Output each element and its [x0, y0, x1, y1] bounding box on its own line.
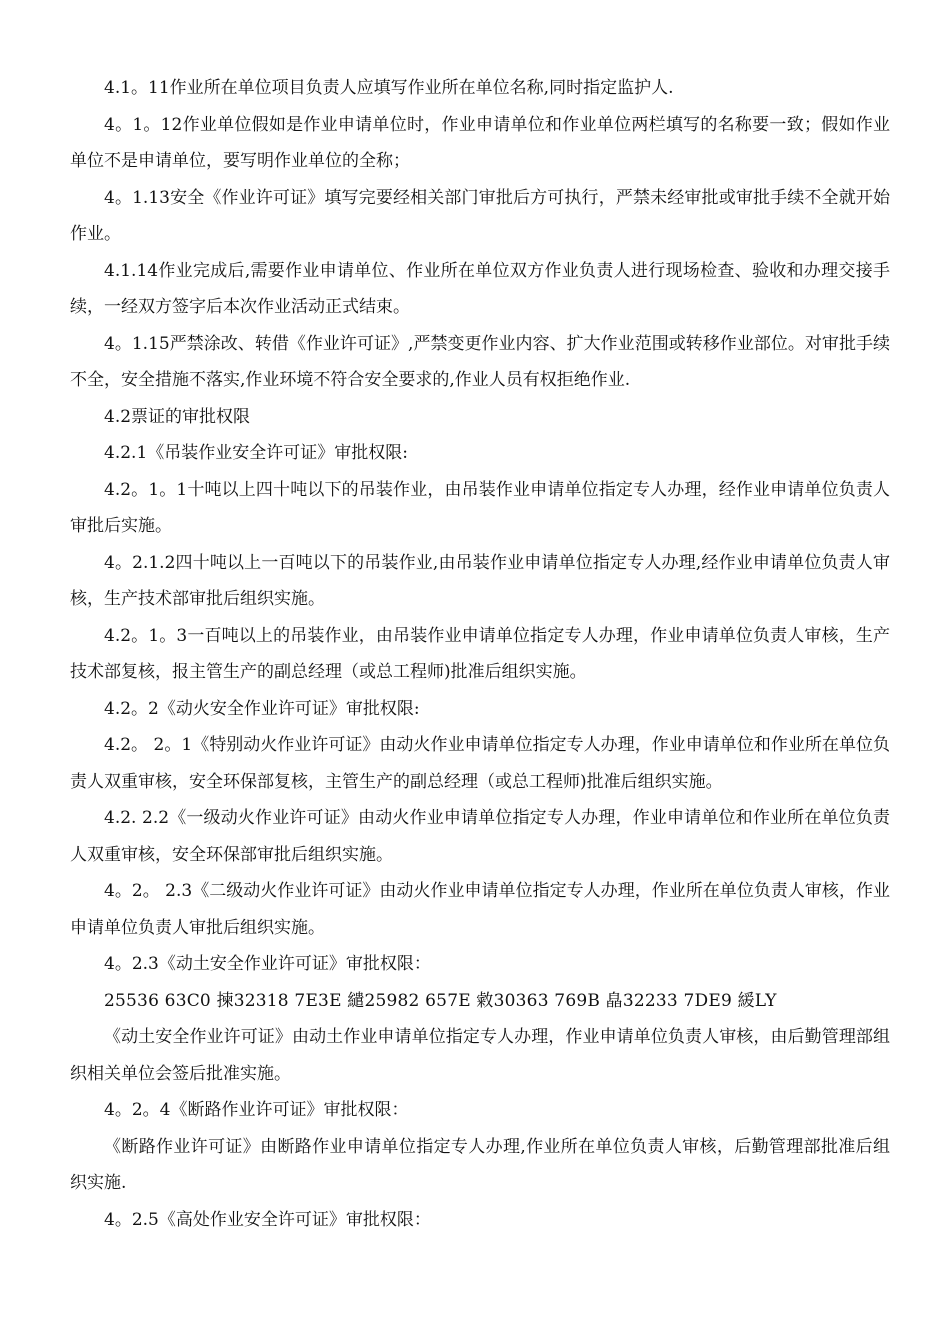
paragraph-4-2-2-3: 4。2。 2.3《二级动火作业许可证》由动火作业申请单位指定专人办理，作业所在单位负责人审核，作业申请单位负责人审批后组织实施。 — [70, 881, 890, 938]
paragraph-4-2-1: 4.2.1《吊装作业安全许可证》审批权限: — [104, 443, 408, 463]
paragraph-4-2-1-2: 4。2.1.2四十吨以上一百吨以下的吊装作业,由吊装作业申请单位指定专人办理,经作业申请单位负责人审核，生产技术部审批后组织实施。 — [70, 552, 890, 609]
paragraph-4-1-13: 4。1.13安全《作业许可证》填写完要经相关部门审批后方可执行，严禁未经审批或审批手续不全就开始作业。 — [70, 187, 890, 244]
paragraph-4-2-1-3: 4.2。1。3一百吨以上的吊装作业，由吊装作业申请单位指定专人办理，作业申请单位负责人审核，生产技术部复核，报主管生产的副总经理（或总工程师)批准后组织实施。 — [70, 625, 890, 682]
paragraph-4-2-3: 4。2.3《动土安全作业许可证》审批权限： — [104, 954, 431, 974]
paragraph-4-2-2: 4.2。2《动火安全作业许可证》审批权限: — [104, 698, 420, 719]
paragraph-4-1-11: 4.1。11作业所在单位项目负责人应填写作业所在单位名称,同时指定监护人. — [104, 78, 674, 98]
paragraph-4-2-4-body: 《断路作业许可证》由断路作业申请单位指定专人办理,作业所在单位负责人审核，后勤管理部批准后组织实施. — [70, 1136, 890, 1193]
paragraph-4-2-2-2: 4.2. 2.2《一级动火作业许可证》由动火作业申请单位指定专人办理，作业申请单位和作业所在单位负责人双重审核，安全环保部审批后组织实施。 — [70, 808, 890, 865]
paragraph-4-1-12: 4。1。12作业单位假如是作业申请单位时，作业申请单位和作业单位两栏填写的名称要一致；假如作业单位不是申请单位，要写明作业单位的全称； — [70, 114, 890, 171]
paragraph-4-1-15: 4。1.15严禁涂改、转借《作业许可证》,严禁变更作业内容、扩大作业范围或转移作业部位。对审批手续不全，安全措施不落实,作业环境不符合安全要求的,作业人员有权拒绝作业. — [70, 333, 890, 390]
paragraph-4-1-14: 4.1.14作业完成后,需要作业申请单位、作业所在单位双方作业负责人进行现场检查、验收和办理交接手续，一经双方签字后本次作业活动正式结束。 — [70, 260, 890, 317]
paragraph-4-2-3-body: 《动土安全作业许可证》由动土作业申请单位指定专人办理，作业申请单位负责人审核，由后勤管理部组织相关单位会签后批准实施。 — [70, 1027, 890, 1084]
paragraph-4-2-4: 4。2。4《断路作业许可证》审批权限： — [104, 1100, 409, 1120]
paragraph-4-2-5: 4。2.5《高处作业安全许可证》审批权限： — [104, 1209, 431, 1230]
document-body — [70, 70, 890, 1238]
section-heading-4-2: 4.2票证的审批权限 — [104, 406, 251, 427]
paragraph-4-2-1-1: 4.2。1。1十吨以上四十吨以下的吊装作业，由吊装作业申请单位指定专人办理，经作业申请单位负责人审批后实施。 — [70, 479, 890, 536]
paragraph-4-2-2-1: 4.2。 2。1《特别动火作业许可证》由动火作业申请单位指定专人办理，作业申请单位和作业所在单位负责人双重审核，安全环保部复核，主管生产的副总经理（或总工程师)批准后组织实施。 — [70, 735, 890, 792]
garbled-code-line: 25536 63C0 揀32318 7E3E 繾25982 657E 敹30363 769B 皛32233 7DE9 緩LY — [104, 990, 777, 1011]
